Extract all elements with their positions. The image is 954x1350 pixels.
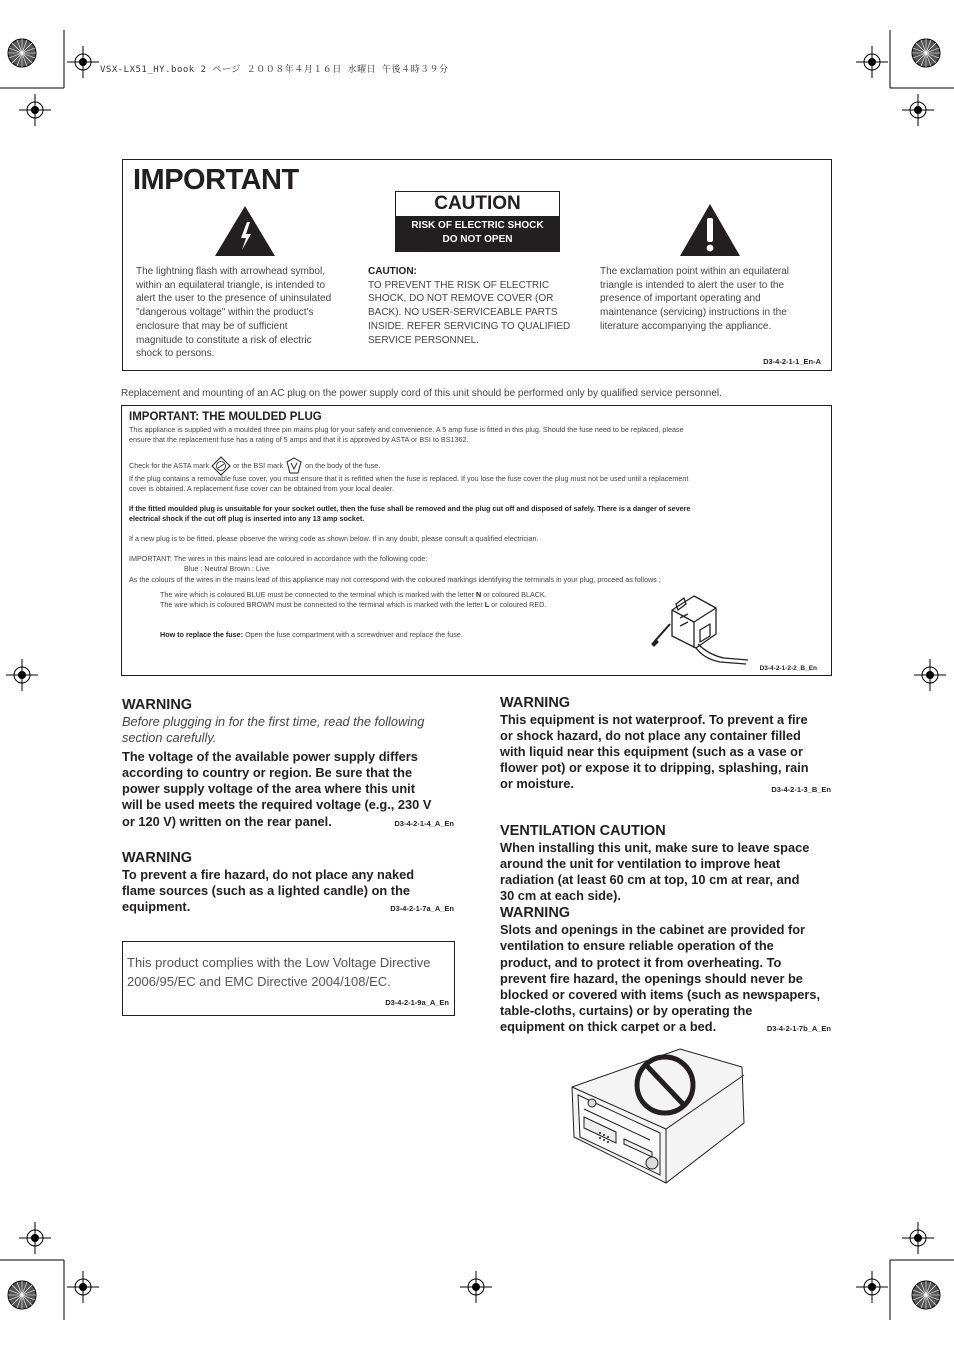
warning-italic-intro [122,714,454,746]
warning-power-supply [122,697,454,832]
fuse-replace-line [160,630,463,640]
text-line: If the plug contains a removable fuse cover, you must ensure that it is refitted when the fuse is replaced. If you lose the fuse cover the plug must not be used until a replacement [129,474,689,483]
doc-code: D3-4-2-1-2-2_B_En [759,665,817,672]
plug-paragraph-4: If a new plug is to be fitted, please observe the wiring code as shown below. If in any doubt, please consult a qualified electrician. [129,534,539,543]
text-line: To prevent a fire hazard, do not place any naked [122,867,415,882]
bsi-text: or the BSI mark [233,461,284,471]
important-title: IMPORTANT [133,164,299,196]
directive-text [127,954,453,991]
warning-body [500,712,831,795]
warning-body [122,867,454,917]
text-line: product, and to protect it from overheating. To [500,954,782,970]
text-line: prevent fire hazard, the openings should never be [500,970,803,986]
asta-mark-icon [211,456,231,476]
moulded-plug-box [121,405,832,676]
text-line: When installing this unit, make sure to leave space [500,840,810,855]
lightning-explanation [136,265,356,361]
important-box [122,159,832,371]
text-line: The exclamation point within an equilateral [600,266,789,277]
warning-heading: WARNING [500,695,571,711]
text-line: BACK). NO USER-SERVICEABLE PARTS [368,307,558,319]
text-line: TO PREVENT THE RISK OF ELECTRIC [368,279,550,291]
last-line-with-code [122,814,454,832]
ventilation-heading: VENTILATION CAUTION [500,823,666,839]
terminal-letter: L [484,600,490,609]
brown-wire-line [160,600,546,610]
text-line: electrical shock if the cut off plug is inserted into any 13 amp socket. [129,513,365,523]
text-line: 30 cm at each side). [500,888,621,904]
replacement-note: Replacement and mounting of an AC plug on the power supply cord of this unit should be performed only by qualified service personnel. [121,388,722,399]
text-line: enclosure that may be of sufficient [136,320,288,332]
text-line: INSIDE. REFER SERVICING TO QUALIFIED [368,320,571,332]
doc-code: D3-4-2-1-4_A_En [394,818,454,828]
text-line: flower pot) or expose it to dripping, splashing, rain [500,760,809,776]
lightning-warning-icon [213,204,277,258]
text-line: 2006/95/EC and EMC Directive 2004/108/EC. [127,973,391,989]
plug-paragraph-2 [129,474,688,493]
text-line: literature accompanying the appliance. [600,320,772,332]
exclamation-warning-icon [678,202,742,258]
directive-compliance-box [122,941,455,1016]
caution-line-1: RISK OF ELECTRIC SHOCK [411,220,544,231]
caution-explanation [368,265,588,347]
caution-label-banner [396,216,559,251]
text-line: cover is obtained. A replacement fuse cover can be obtained from your local dealer. [129,483,394,493]
text-line: magnitude to constitute a risk of electric [136,334,312,346]
text-line: If the fitted moulded plug is unsuitable for your socket outlet, then the fuse shall be removed and the plug cut off and disposed of safely. There is a danger of severe [129,504,691,513]
text-line: will be used meets the required voltage (e.g., 230 V [122,797,432,813]
text-segment: The wire which is coloured BLUE must be connected to the terminal which is marked with the letter [160,590,476,599]
text-line: around the unit for ventilation to improve heat [500,856,781,872]
doc-code: D3-4-2-1-7a_A_En [390,904,454,914]
text-line: power supply voltage of the area where this unit [122,781,415,797]
text-line: maintenance (servicing) instructions in the [600,307,787,319]
last-line-with-code [500,776,831,795]
plug-paragraph-1 [129,425,684,444]
text-line: triangle is intended to alert the user to the [600,279,785,291]
doc-code: D3-4-2-1-3_B_En [771,785,831,795]
warning-heading: WARNING [122,697,193,713]
text-line: flame sources (such as a lighted candle) on the [122,883,411,899]
text-line: SERVICE PERSONNEL. [368,334,479,346]
text-line: table-cloths, curtains) or by operating the [500,1002,753,1018]
wire-colour-codes: Blue : Neutral Brown : Live [184,564,270,573]
text-line: ventilation to ensure reliable operation of the [500,938,774,954]
ventilation-caution [500,823,831,1037]
text-line: This appliance is supplied with a moulded three pin mains plug for your safety and convenience. A 5 amp fuse is fitted in this plug. Should the fuse need to be replaced, please [129,425,684,434]
text-segment: or coloured RED. [489,600,547,609]
warning-heading: WARNING [500,905,571,922]
fuse-heading: How to replace the fuse: [160,630,244,639]
text-line: section carefully. [122,730,217,746]
text-line: This equipment is not waterproof. To prevent a fire [500,712,808,727]
fuse-body-text: on the body of the fuse. [305,461,381,471]
plug-fuse-illustration [650,590,750,666]
exclamation-explanation [600,265,825,334]
text-line: The voltage of the available power supply differs [122,749,418,765]
text-line: within an equilateral triangle, is intended to [136,279,326,291]
text-segment: or coloured BLACK. [481,590,547,599]
text-line: presence of important operating and [600,293,761,305]
text-line: equipment on thick carpet or a bed. [500,1018,717,1034]
text-line: shock to persons. [136,348,215,360]
plug-paragraph-6: As the colours of the wires in the mains lead of this appliance may not correspond with the coloured markings identifying the terminals in your plug, proceed as follows ; [129,575,661,584]
text-line: alert the user to the presence of uninsulated [136,293,332,305]
last-line-with-code [122,899,454,917]
text-line: equipment. [122,899,191,915]
text-line: or 120 V) written on the rear panel. [122,813,332,829]
doc-code: D3-4-2-1-9a_A_En [385,998,449,1007]
text-segment: Open the fuse compartment with a screwdriver and replace the fuse. [243,630,463,639]
text-line: according to country or region. Be sure that the [122,765,413,781]
text-segment: The wire which is coloured BROWN must be connected to the terminal which is marked with the letter [160,600,485,609]
text-line: ensure that the replacement fuse has a rating of 5 amps and that it is approved by ASTA or BSI to BS1362. [129,434,469,444]
last-line-with-code [500,1019,831,1037]
ventilation-body [500,840,831,904]
warning-body [122,749,454,831]
text-line: Before plugging in for the first time, read the following [122,714,425,729]
text-line: or shock hazard, do not place any container filled [500,728,801,744]
warning-waterproof [500,695,831,795]
text-line: with liquid near this equipment (such as a vase or [500,744,803,760]
text-line: blocked or covered with items (such as newspapers, [500,986,821,1002]
caution-label [395,191,560,252]
text-line: Slots and openings in the cabinet are provided for [500,922,806,938]
plug-paragraph-3 [129,504,690,523]
warning-body [500,922,831,1037]
text-line: radiation (at least 60 cm at top, 10 cm at rear, and [500,872,800,888]
text-line: The lightning flash with arrowhead symbol, [136,266,325,277]
doc-code: D3-4-2-1-7b_A_En [766,1023,831,1033]
terminal-letter: N [476,590,482,599]
caution-heading: CAUTION: [368,266,417,277]
caution-line-2: DO NOT OPEN [442,234,513,245]
text-line: "dangerous voltage" within the product's [136,307,314,319]
asta-bsi-line [129,456,380,476]
warning-heading: WARNING [122,850,193,866]
text-line: This product complies with the Low Voltage Directive [127,955,431,970]
asta-text: Check for the ASTA mark [129,461,210,471]
text-line: SHOCK, DO NOT REMOVE COVER (OR [368,293,554,305]
blue-wire-line [160,590,547,600]
doc-code: D3-4-2-1-1_En-A [763,357,821,366]
book-file-header: VSX-LX51_HY.book 2 ページ ２００８年４月１６日 水曜日 午後４時３９分 [100,65,449,75]
caution-label-title: CAUTION [434,193,521,214]
text-line: or moisture. [500,776,574,792]
warning-fire-hazard [122,850,454,917]
plug-paragraph-5: IMPORTANT: The wires in this mains lead are coloured in accordance with the following code: [129,554,428,563]
bsi-kitemark-icon [285,456,303,476]
covered-receiver-prohibited-illustration [560,1045,750,1190]
plug-title: IMPORTANT: THE MOULDED PLUG [129,411,322,423]
